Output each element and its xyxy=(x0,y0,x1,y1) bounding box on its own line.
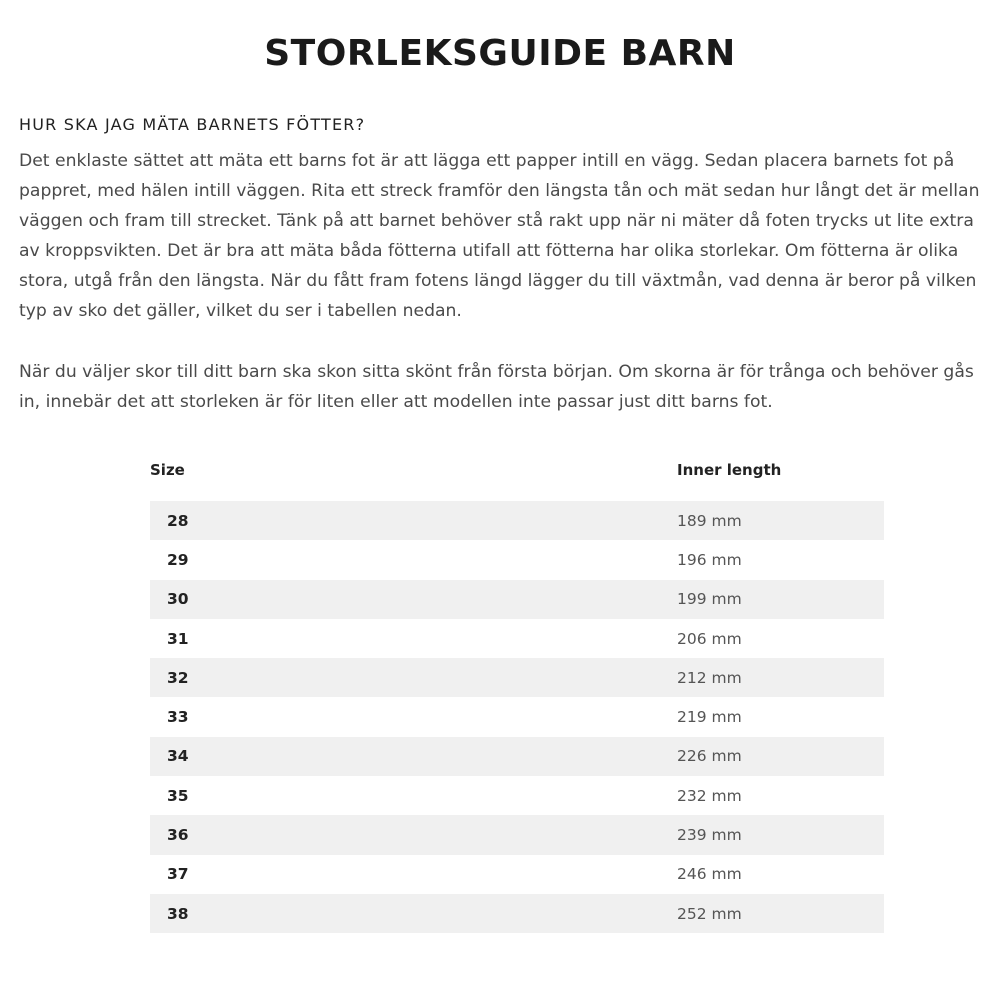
size-table xyxy=(150,452,884,933)
size-cell: 33 xyxy=(150,697,677,736)
table-row xyxy=(150,855,884,894)
fit-advice-paragraph: När du väljer skor till ditt barn ska skon sitta skönt från första början. Om skorna är för trånga och behöver gås in, innebär det att storleken är för liten eller att modellen inte passar just ditt barns fot. xyxy=(19,362,974,412)
table-row xyxy=(150,776,884,815)
size-cell: 37 xyxy=(150,855,677,894)
inner-length-cell: 219 mm xyxy=(677,697,884,736)
inner-length-cell: 199 mm xyxy=(677,580,884,619)
size-cell: 35 xyxy=(150,776,677,815)
size-cell: 31 xyxy=(150,619,677,658)
inner-length-column-header: Inner length xyxy=(677,461,782,479)
section-heading: HUR SKA JAG MÄTA BARNETS FÖTTER? xyxy=(19,115,366,134)
size-cell: 34 xyxy=(150,737,677,776)
size-cell: 38 xyxy=(150,894,677,933)
table-row xyxy=(150,619,884,658)
inner-length-cell: 239 mm xyxy=(677,815,884,854)
table-spacer xyxy=(150,488,884,501)
inner-length-cell: 246 mm xyxy=(677,855,884,894)
inner-length-cell: 226 mm xyxy=(677,737,884,776)
size-cell: 36 xyxy=(150,815,677,854)
inner-length-cell: 212 mm xyxy=(677,658,884,697)
table-row xyxy=(150,697,884,736)
table-row xyxy=(150,658,884,697)
table-header-row xyxy=(150,452,884,488)
table-row xyxy=(150,815,884,854)
table-row xyxy=(150,580,884,619)
inner-length-cell: 196 mm xyxy=(677,540,884,579)
table-row xyxy=(150,737,884,776)
size-table-header xyxy=(150,452,884,488)
inner-length-cell: 232 mm xyxy=(677,776,884,815)
size-cell: 30 xyxy=(150,580,677,619)
inner-length-cell: 252 mm xyxy=(677,894,884,933)
table-row xyxy=(150,894,884,933)
size-column-header: Size xyxy=(150,461,185,479)
inner-length-cell: 206 mm xyxy=(677,619,884,658)
table-row xyxy=(150,540,884,579)
inner-length-cell: 189 mm xyxy=(677,501,884,540)
page-title: STORLEKSGUIDE BARN xyxy=(264,33,736,74)
size-cell: 29 xyxy=(150,540,677,579)
size-table-body xyxy=(150,488,884,933)
size-cell: 32 xyxy=(150,658,677,697)
table-row xyxy=(150,501,884,540)
measuring-instructions-paragraph: Det enklaste sättet att mäta ett barns fot är att lägga ett papper intill en vägg. Sedan placera barnets fot på pappret, med hälen intill väggen. Rita ett streck framför den längsta tån och mät sedan hur långt det är mellan väggen och fram till strecket. Tänk på att barnet behöver stå rakt upp när ni mäter då foten trycks ut lite extra av kroppsvikten. Det är bra att mäta båda fötterna utifall att fötterna har olika storlekar. Om fötterna är olika stora, utgå från den längsta. När du fått fram fotens längd lägger du till växtmån, vad denna är beror på vilken typ av sko det gäller, vilket du ser i tabellen nedan. xyxy=(19,151,980,321)
size-cell: 28 xyxy=(150,501,677,540)
